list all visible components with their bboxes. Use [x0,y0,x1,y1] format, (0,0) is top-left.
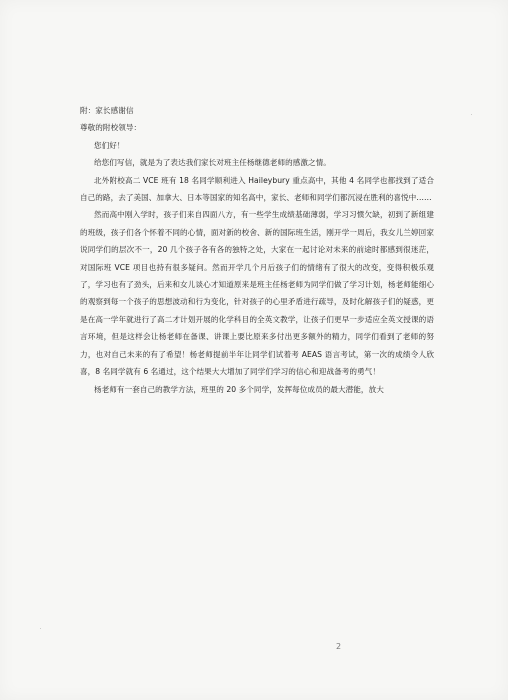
greeting: 您们好！ [94,140,125,150]
intro-paragraph: 给您们写信，就是为了表达我们家长对班主任杨继德老师的感激之情。 [94,158,331,168]
salutation: 尊敬的附校领导： [80,123,142,133]
body-paragraph: 杨老师有一套自己的教学方法，班里的 20 多个同学，发挥每位成员的最大潜能，放大 [94,384,384,394]
page-number-mark: 2 [336,642,342,651]
scan-speck [40,628,41,629]
thank-you-letter [80,102,434,398]
attachment-line: 附：家长感谢信 [80,106,134,115]
scan-speck [471,114,472,115]
body-paragraph: 北外附校高二 VCE 班有 18 名同学顺利进入 Haileybury 重点高中，其他 4 名同学也都找到了适合自己的路，去了美国、加拿大、日本等国家的知名高中，家长、老师和同学们都沉浸在胜利的喜悦中…… [80,175,434,203]
body-paragraph: 然而高中刚入学时，孩子们来自四面八方，有一些学生成绩基础薄弱，学习习惯欠缺，初到了新组建的班级，孩子们各个怀着不同的心情，面对新的校舍、新的国际班生活，刚开学一周后，我女儿兰婷回家说同学们的层次不一，20 几个孩子各有各的独特之处，大家在一起讨论对未来的前途时都感到很迷茫，对国际班 VCE 项目也持有很多疑问。然而开学几个月后孩子们的情绪有了很大的改变，变得积极乐观了，学习也有了劲头，后来和女儿谈心才知道原来是班主任杨老师为同学们做了学习计划，杨老师能细心的观察到每一个孩子的思想波动和行为变化，针对孩子的心里矛盾进行疏导，及时化解孩子们的疑惑，更是在高一学年就进行了高二才计划开展的化学科目的全英文教学，让孩子们更早一步适应全英文授课的语言环境，但是这样会让杨老师在备课、讲课上要比原来多付出更多额外的精力，同学们看到了老师的努力，也对自己未来的有了希望！杨老师提前半年让同学们试着考 AEAS 语言考试，第一次的成绩令人欣喜，8 名同学就有 6 名通过，这个结果大大增加了同学们学习的信心和迎战备考的勇气！ [80,210,434,377]
